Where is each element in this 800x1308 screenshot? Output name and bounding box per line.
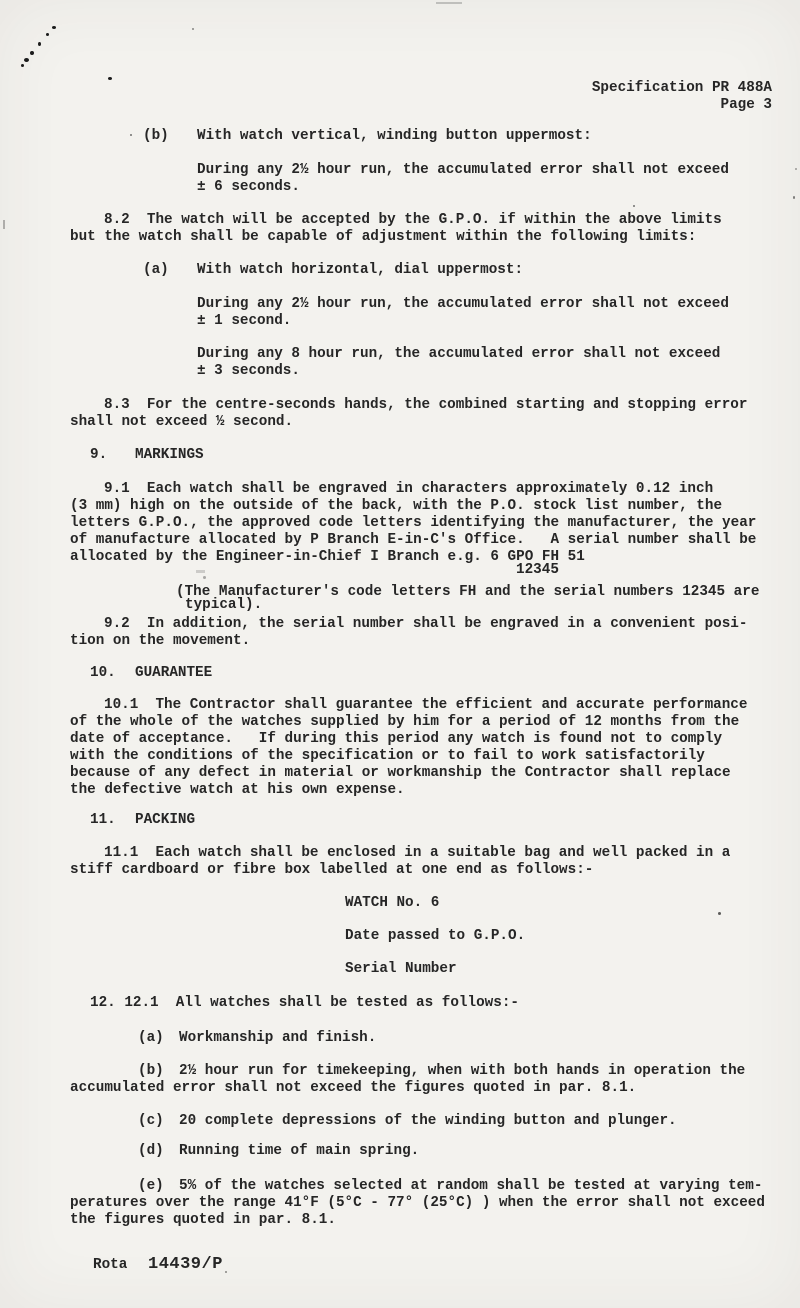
- test-item-b-line1: [138, 1063, 745, 1080]
- scan-mark: [3, 220, 5, 229]
- test-item-b-line2: accumulated error shall not exceed the figures quoted in par. 8.1.: [70, 1080, 637, 1096]
- clause-12-1-intro: 12. 12.1 All watches shall be tested as follows:-: [90, 995, 519, 1011]
- ink-speck: [795, 168, 797, 170]
- test-item-d-marker: (d): [138, 1143, 164, 1159]
- ink-speck: [130, 134, 132, 136]
- ink-speck: [46, 33, 49, 36]
- test-item-d: [138, 1143, 419, 1160]
- header-spec-title: Specification PR 488A: [591, 80, 772, 96]
- clause-10-1-line5: because of any defect in material or workmanship the Contractor shall replace: [70, 765, 731, 781]
- section-9-title: MARKINGS: [135, 447, 204, 463]
- clause-10-1-line1: 10.1 The Contractor shall guarantee the efficient and accurate performance: [104, 697, 748, 713]
- test-item-a-marker: (a): [138, 1030, 164, 1046]
- clause-8-item-a-text: With watch horizontal, dial uppermost:: [197, 262, 524, 278]
- section-9-number: 9.: [90, 447, 108, 463]
- test-item-c-marker: (c): [138, 1113, 164, 1129]
- rota-label: Rota: [93, 1257, 128, 1273]
- section-10-heading: [90, 665, 212, 682]
- clause-10-1-line3: date of acceptance. If during this period any watch is found not to comply: [70, 731, 723, 747]
- clause-8a-run1-line1: During any 2½ hour run, the accumulated error shall not exceed: [197, 296, 729, 312]
- clause-8-item-b: [143, 128, 592, 145]
- test-item-e-text: 5% of the watches selected at random shall be tested at varying tem-: [179, 1178, 763, 1194]
- clause-8-2-line2: but the watch shall be capable of adjustment within the following limits:: [70, 229, 697, 245]
- section-10-number: 10.: [90, 665, 116, 681]
- clause-8a-run2-line2: ± 3 seconds.: [197, 363, 300, 379]
- clause-8b-run-line1: During any 2½ hour run, the accumulated error shall not exceed: [197, 162, 729, 178]
- test-item-a: [138, 1030, 376, 1047]
- ink-speck: [718, 912, 721, 915]
- ink-speck: [203, 576, 206, 579]
- manufacturer-note-line2: typical).: [185, 597, 263, 613]
- ink-speck: [24, 58, 29, 62]
- section-11-number: 11.: [90, 812, 116, 828]
- clause-9-1-line3: letters G.P.O., the approved code letters identifying the manufacturer, the year: [70, 515, 757, 531]
- clause-9-1-line1: 9.1 Each watch shall be engraved in characters approximately 0.12 inch: [104, 481, 714, 497]
- test-item-c-text: 20 complete depressions of the winding button and plunger.: [179, 1113, 677, 1129]
- test-item-e-line3: the figures quoted in par. 8.1.: [70, 1212, 336, 1228]
- clause-9-1-line2: (3 mm) high on the outside of the back, with the P.O. stock list number, the: [70, 498, 723, 514]
- clause-8-item-a-marker: (a): [143, 262, 169, 278]
- clause-8-item-b-text: With watch vertical, winding button uppermost:: [197, 128, 592, 144]
- header-page-number: Page 3: [720, 97, 772, 113]
- rota-reference: [93, 1256, 223, 1274]
- ink-speck: [38, 42, 41, 46]
- clause-11-1-line1: 11.1 Each watch shall be enclosed in a suitable bag and well packed in a: [104, 845, 731, 861]
- section-11-heading: [90, 812, 195, 829]
- clause-11-1-line2: stiff cardboard or fibre box labelled at one end as follows:-: [70, 862, 594, 878]
- rota-number: 14439/P: [148, 1255, 223, 1274]
- clause-10-1-line2: of the whole of the watches supplied by him for a period of 12 months from the: [70, 714, 740, 730]
- clause-8-3-line1: 8.3 For the centre-seconds hands, the combined starting and stopping error: [104, 397, 748, 413]
- manufacturer-note-line1: (The Manufacturer's code letters FH and the serial numbers 12345 are: [176, 584, 760, 600]
- clause-8-item-b-marker: (b): [143, 128, 169, 144]
- clause-9-2-line2: tion on the movement.: [70, 633, 251, 649]
- ink-speck: [633, 205, 635, 207]
- clause-8-item-a: [143, 262, 523, 279]
- clause-8-2-line1: 8.2 The watch will be accepted by the G.P.O. if within the above limits: [104, 212, 722, 228]
- test-item-e-line2: peratures over the range 41°F (5°C - 77° (25°C) ) when the error shall not exceed: [70, 1195, 765, 1211]
- ink-speck: [192, 28, 194, 30]
- box-label-serial-number: Serial Number: [345, 961, 457, 977]
- clause-9-2-line1: 9.2 In addition, the serial number shall be engraved in a convenient posi-: [104, 616, 748, 632]
- section-10-title: GUARANTEE: [135, 665, 213, 681]
- clause-9-1-line4: of manufacture allocated by P Branch E-in-C's Office. A serial number shall be: [70, 532, 757, 548]
- ink-speck: [793, 196, 795, 199]
- ink-speck: [30, 51, 34, 55]
- ink-speck: [21, 64, 24, 67]
- test-item-c: [138, 1113, 677, 1130]
- test-item-d-text: Running time of main spring.: [179, 1143, 420, 1159]
- clause-8b-run-line2: ± 6 seconds.: [197, 179, 300, 195]
- clause-8a-run2-line1: During any 8 hour run, the accumulated error shall not exceed: [197, 346, 721, 362]
- test-item-e-marker: (e): [138, 1178, 164, 1194]
- clause-8a-run1-line2: ± 1 second.: [197, 313, 292, 329]
- ink-speck: [52, 26, 56, 29]
- test-item-e-line1: [138, 1178, 762, 1195]
- section-11-title: PACKING: [135, 812, 196, 828]
- ink-speck: [225, 1271, 227, 1273]
- test-item-b-marker: (b): [138, 1063, 164, 1079]
- serial-example-number: 12345: [516, 562, 559, 578]
- smudge: [196, 570, 205, 573]
- box-label-date-passed: Date passed to G.P.O.: [345, 928, 526, 944]
- clause-8-3-line2: shall not exceed ½ second.: [70, 414, 294, 430]
- box-label-watch-no: WATCH No. 6: [345, 895, 440, 911]
- ink-speck: [108, 77, 112, 80]
- scan-mark: [436, 2, 462, 4]
- section-9-heading: [90, 447, 204, 464]
- clause-10-1-line6: the defective watch at his own expense.: [70, 782, 405, 798]
- clause-10-1-line4: with the conditions of the specification or to fail to work satisfactorily: [70, 748, 705, 764]
- clause-9-1-line5: allocated by the Engineer-in-Chief I Branch e.g. 6 GPO FH 51: [70, 549, 585, 565]
- test-item-a-text: Workmanship and finish.: [179, 1030, 377, 1046]
- test-item-b-text: 2½ hour run for timekeeping, when with both hands in operation the: [179, 1063, 746, 1079]
